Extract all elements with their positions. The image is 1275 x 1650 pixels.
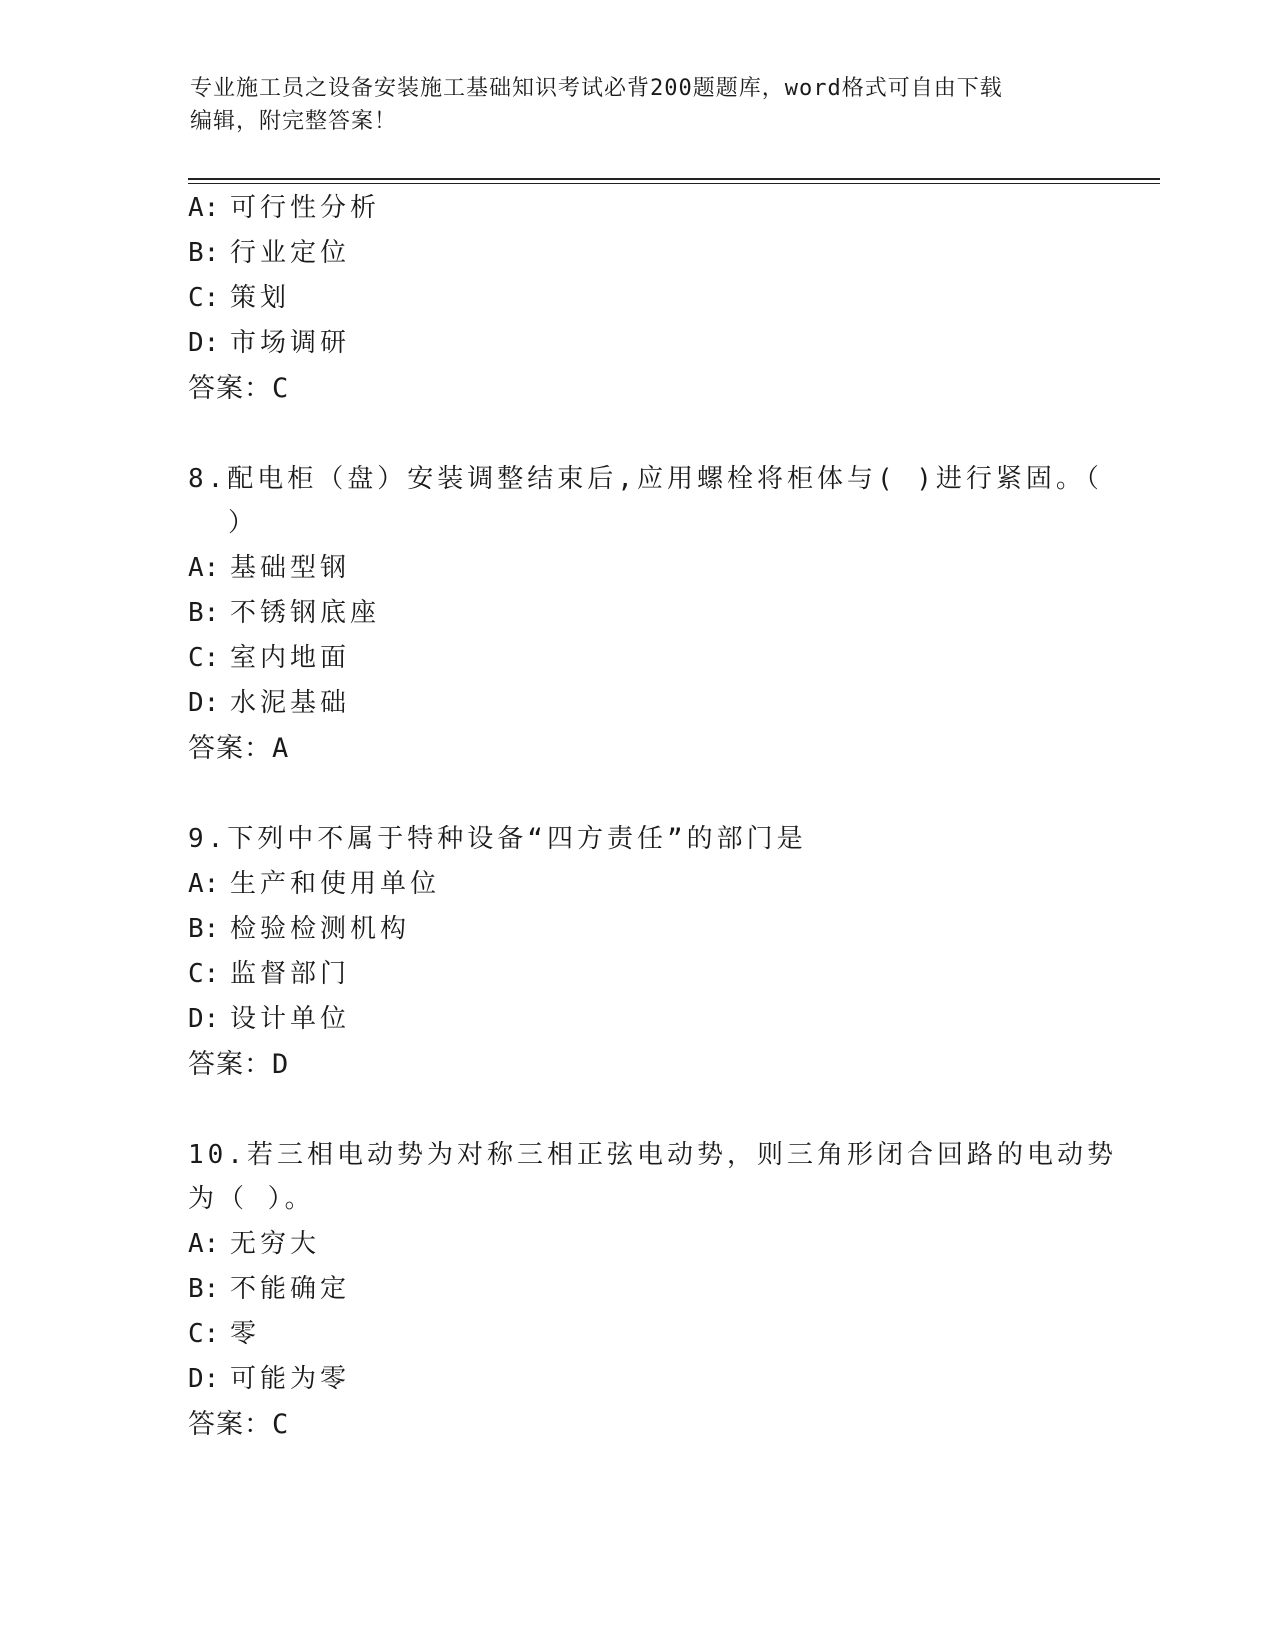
q8-question: 8.配电柜（盘）安装调整结束后,应用螺栓将柜体与( )进行紧固。（	[188, 464, 1103, 494]
q8-option-c: C: 室内地面	[188, 643, 351, 673]
q10-option-c: C: 零	[188, 1319, 261, 1349]
header-line-1: 专业施工员之设备安装施工基础知识考试必背200题题库，word格式可自由下载	[190, 76, 1003, 101]
q10-option-a: A: 无穷大	[188, 1229, 321, 1259]
q7-option-b: B: 行业定位	[188, 238, 351, 268]
q7-answer: 答案：C	[188, 373, 290, 404]
q10-question-cont: 为（ ）。	[188, 1184, 315, 1214]
q10-option-b: B: 不能确定	[188, 1274, 351, 1304]
document-header	[190, 72, 1090, 138]
q8-answer: 答案：A	[188, 733, 290, 764]
q10-option-d: D: 可能为零	[188, 1364, 351, 1394]
q7-option-a: A: 可行性分析	[188, 193, 381, 223]
q9-option-c: C: 监督部门	[188, 959, 351, 989]
header-rule-thick	[188, 178, 1160, 180]
q7-option-d: D: 市场调研	[188, 328, 351, 358]
q9-option-b: B: 检验检测机构	[188, 914, 411, 944]
q7-option-c: C: 策划	[188, 283, 291, 313]
header-rule-thin	[188, 183, 1160, 184]
q8-question-cont: ）	[228, 508, 259, 538]
q9-option-d: D: 设计单位	[188, 1004, 351, 1034]
q9-option-a: A: 生产和使用单位	[188, 869, 441, 899]
q8-option-a: A: 基础型钢	[188, 553, 351, 583]
header-line-2: 编辑，附完整答案！	[190, 109, 398, 134]
q10-question: 10.若三相电动势为对称三相正弦电动势，则三角形闭合回路的电动势	[188, 1140, 1117, 1170]
q9-answer: 答案：D	[188, 1049, 290, 1080]
q10-answer: 答案：C	[188, 1409, 290, 1440]
q9-question: 9.下列中不属于特种设备“四方责任”的部门是	[188, 824, 807, 854]
q8-option-d: D: 水泥基础	[188, 688, 351, 718]
q8-option-b: B: 不锈钢底座	[188, 598, 381, 628]
